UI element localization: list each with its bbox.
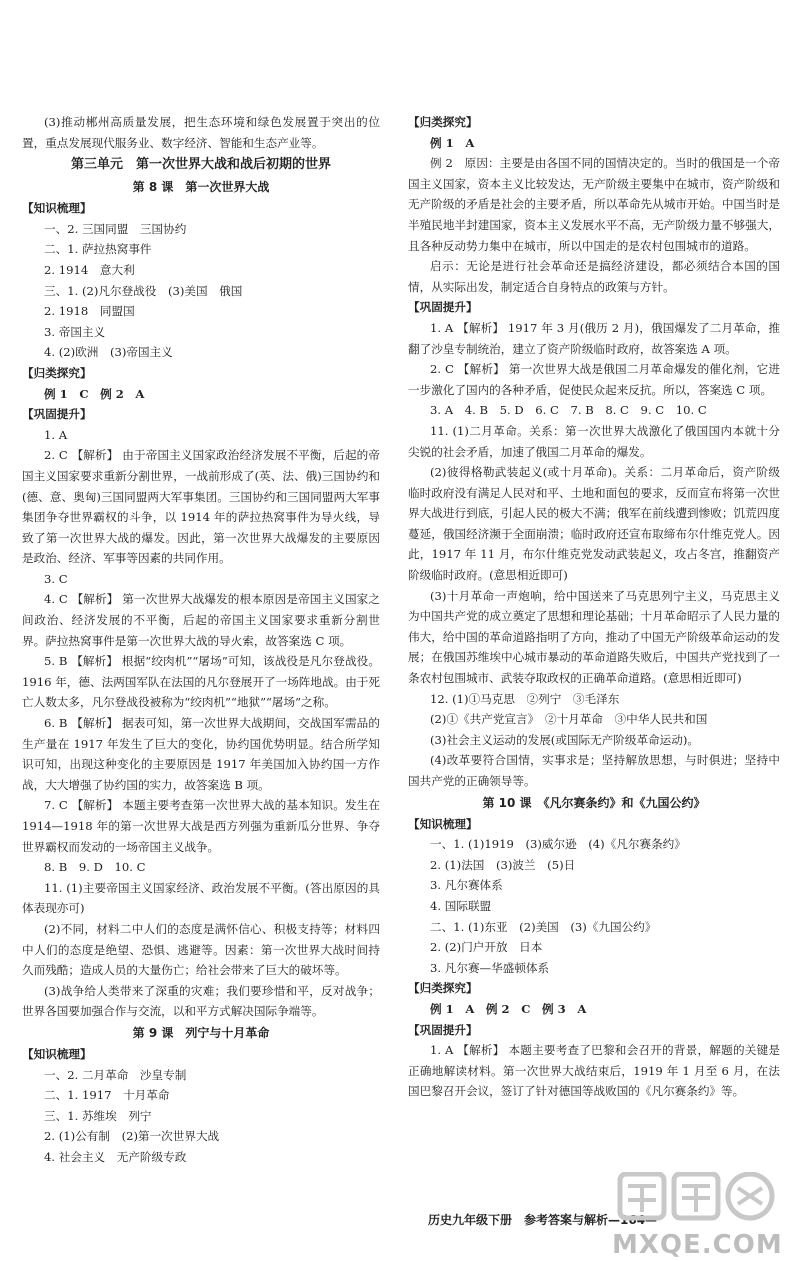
- answer-paragraph: 12. (1)①马克思 ②列宁 ③毛泽东: [430, 691, 620, 706]
- lesson-title: 第 10 课 《凡尔赛条约》和《九国公约》: [482, 795, 706, 810]
- answer-paragraph: 启示：无论是进行社会革命还是搞经济建设，都必须结合本国的国情，从实际出发，制定适合自身特点的政策与方针。: [408, 259, 780, 294]
- right-column: [408, 112, 780, 1102]
- answer-paragraph: 4. (2)欧洲 (3)帝国主义: [44, 345, 173, 360]
- answer-paragraph: 4. 社会主义 无产阶级专政: [44, 1149, 187, 1164]
- answer-paragraph: (4)改革要符合国情，实事求是；坚持解放思想，与时俱进；坚持中国共产党的正确领导等。: [408, 753, 780, 788]
- section-heading: 【知识梳理】: [22, 1046, 92, 1061]
- answer-paragraph: 三、1. (2)凡尔登战役 (3)美国 俄国: [44, 283, 243, 298]
- answer-paragraph: 二、1. 萨拉热窝事件: [44, 242, 152, 257]
- answer-paragraph: 3. 凡尔赛体系: [430, 878, 503, 893]
- section-heading: 【归类探究】: [408, 115, 478, 129]
- answer-paragraph: 例 1 A 例 2 C 例 3 A: [430, 1001, 587, 1016]
- answer-paragraph: 3. A 4. B 5. D 6. C 7. B 8. C 9. C 10. C: [430, 403, 707, 418]
- answer-paragraph: 2. C 【解析】 由于帝国主义国家政治经济发展不平衡，后起的帝国主义国家要求重新分割世界，一战前形成了(英、法、俄)三国协约和(德、意、奥匈)三国同盟两大军事集团。三国协约和三国同盟两大军事集团争夺世界霸权的斗争，以 1914 年的萨拉热窝事件为导火线，导致了第一次世界大战的爆发。因此，第一次世界大战爆发的主要原因是政治、经济、军事等因素的共同作用。: [22, 448, 380, 566]
- lesson-title: 第 8 课 第一次世界大战: [132, 180, 270, 195]
- answer-paragraph: 1. A: [44, 427, 68, 442]
- answer-paragraph: 3. C: [44, 571, 68, 586]
- answer-paragraph: (3)社会主义运动的发展(或国际无产阶级革命运动)。: [430, 732, 699, 747]
- answer-paragraph: 2. (1)公有制 (2)第一次世界大战: [44, 1129, 220, 1144]
- section-heading: 【知识梳理】: [22, 201, 92, 216]
- answer-paragraph: 例 2 原因：主要是由各国不同的国情决定的。当时的俄国是一个帝国主义国家，资本主义比较发达，无产阶级主要集中在城市，资产阶级和无产阶级的矛盾是社会的主要矛盾，所以革命先从城市开始。中国当时是半殖民地半封建国家，资本主义发展水平不高，无产阶级力量不够强大，且各种反动势力集中在城市，所以中国走的是农村包围城市的道路。: [408, 156, 780, 253]
- answer-paragraph: 4. 国际联盟: [430, 898, 492, 913]
- answer-paragraph: (3)战争给人类带来了深重的灾难；我们要珍惜和平，反对战争；世界各国要加强合作与交流，以和平方式解决国际争端等。: [22, 983, 380, 1019]
- answer-paragraph: 1. A 【解析】 1917 年 3 月(俄历 2 月)，俄国爆发了二月革命，推翻了沙皇专制统治，建立了资产阶级临时政府，故答案选 A 项。: [408, 320, 780, 356]
- answer-paragraph: 7. C 【解析】 本题主要考查第一次世界大战的基本知识。发生在 1914—1918 年的第一次世界大战是西方列强为重新瓜分世界、争夺世界霸权而发动的一场帝国主义战争。: [22, 798, 380, 854]
- answer-paragraph: 二、1. 1917 十月革命: [44, 1088, 170, 1103]
- answer-paragraph: 三、1. 苏维埃 列宁: [44, 1108, 152, 1123]
- answer-paragraph: 8. B 9. D 10. C: [44, 860, 146, 875]
- answer-paragraph: (2)彼得格勒武装起义(或十月革命)。关系：二月革命后，资产阶级临时政府没有满足人民对和平、土地和面包的要求，反而宣布将第一次世界大战进行到底，引起人民的极大不满；俄军在前线遭到惨败；饥荒四度蔓延，俄国经济濒于全面崩溃；临时政府还宣布取缔布尔什维克党人。因此，1917 年 11 月，布尔什维克党发动武装起义，攻占冬宫，推翻资产阶级临时政府。(意思相近即可): [408, 465, 780, 583]
- answer-paragraph: 5. B 【解析】 根据“绞肉机”“屠场”可知，该战役是凡尔登战役。1916 年，德、法两国军队在法国的凡尔登展开了一场阵地战。由于死亡人数太多，凡尔登战役被称为“绞肉机”“地狱”“屠场”之称。: [22, 654, 380, 710]
- answer-paragraph: 一、1. (1)1919 (3)威尔逊 (4)《凡尔赛条约》: [430, 837, 686, 852]
- answer-paragraph: 一、2. 三国同盟 三国协约: [44, 221, 187, 236]
- section-heading: 【巩固提升】: [408, 300, 478, 315]
- section-heading: 【归类探究】: [22, 365, 92, 380]
- section-heading: 【巩固提升】: [408, 1022, 478, 1037]
- lesson-title: 第 9 课 列宁与十月革命: [132, 1025, 270, 1040]
- answer-paragraph: (2)①《共产党宣言》 ②十月革命 ③中华人民共和国: [430, 712, 708, 727]
- section-heading: 【归类探究】: [408, 981, 478, 996]
- answer-paragraph: 2. (2)门户开放 日本: [430, 940, 543, 955]
- page-footer: 历史九年级下册 参考答案与解析—164—: [428, 1213, 658, 1227]
- answer-paragraph: 2. (1)法国 (3)波兰 (5)日: [430, 857, 576, 872]
- left-column: [22, 112, 380, 1168]
- answer-paragraph: 二、1. (1)东亚 (2)美国 (3)《九国公约》: [430, 919, 657, 934]
- answer-paragraph: 3. 帝国主义: [44, 324, 106, 339]
- section-heading: 【知识梳理】: [408, 816, 478, 831]
- answer-paragraph: 1. A 【解析】 本题主要考查了巴黎和会召开的背景，解题的关键是正确地解读材料。第一次世界大战结束后，1919 年 1 月至 6 月，在法国巴黎召开会议，签订了针对德国等战败国的《凡尔赛条约》等。: [408, 1043, 780, 1099]
- answer-paragraph: 11. (1)主要帝国主义国家经济、政治发展不平衡。(答出原因的具体表现亦可): [22, 880, 380, 916]
- answer-paragraph: 2. 1914 意大利: [44, 262, 135, 277]
- answer-paragraph: 11. (1)二月革命。关系：第一次世界大战激化了俄国国内本就十分尖锐的社会矛盾，加速了俄国二月革命的爆发。: [408, 423, 780, 459]
- answer-paragraph: (2)不同，材料二中人们的态度是满怀信心、积极支持等；材料四中人们的态度是绝望、恐惧、逃避等。因素：第一次世界大战时间持久而残酷；造成人员的大量伤亡；给社会带来了巨大的破坏等。: [22, 921, 380, 978]
- watermark-text: MXQE.COM: [612, 1230, 783, 1260]
- section-heading: 【巩固提升】: [22, 407, 92, 422]
- answer-paragraph: 6. B 【解析】 据表可知，第一次世界大战期间，交战国军需品的生产量在 1917 年发生了巨大的变化，协约国优势明显。结合所学知识可知，出现这种变化的主要原因是 1917 年美国加入协约国一方作战，大大增强了协约国的实力，故答案选 B 项。: [22, 716, 380, 792]
- unit-title: 第三单元 第一次世界大战和战后初期的世界: [70, 157, 331, 173]
- answer-paragraph: (3)推动郴州高质量发展，把生态环境和绿色发展置于突出的位置，重点发展现代服务业、数字经济、智能和生态产业等。: [22, 115, 380, 150]
- answer-paragraph: 2. C 【解析】 第一次世界大战是俄国二月革命爆发的催化剂，它进一步激化了国内的各种矛盾，促使民众起来反抗。所以，答案选 C 项。: [408, 362, 780, 397]
- answer-paragraph: 一、2. 二月革命 沙皇专制: [44, 1067, 187, 1082]
- answer-paragraph: (3)十月革命一声炮响，给中国送来了马克思列宁主义，马克思主义为中国共产党的成立奠定了思想和理论基础；十月革命昭示了人民力量的伟大，给中国的革命道路指明了方向，推动了中国无产阶级革命运动的发展；在俄国苏维埃中心城市暴动的革命道路失败后，中国共产党找到了一条农村包围城市、武装夺取政权的正确革命道路。(意思相近即可): [408, 588, 780, 686]
- answer-paragraph: 例 1 A: [430, 135, 475, 150]
- answer-paragraph: 3. 凡尔赛—华盛顿体系: [430, 960, 550, 975]
- answer-paragraph: 例 1 C 例 2 A: [44, 386, 145, 401]
- answer-paragraph: 2. 1918 同盟国: [44, 304, 135, 319]
- answer-paragraph: 4. C 【解析】 第一次世界大战爆发的根本原因是帝国主义国家之间政治、经济发展的不平衡，后起的帝国主义国家要求重新分割世界。萨拉热窝事件是第一次世界大战的导火索，故答案选 C 项。: [22, 592, 380, 648]
